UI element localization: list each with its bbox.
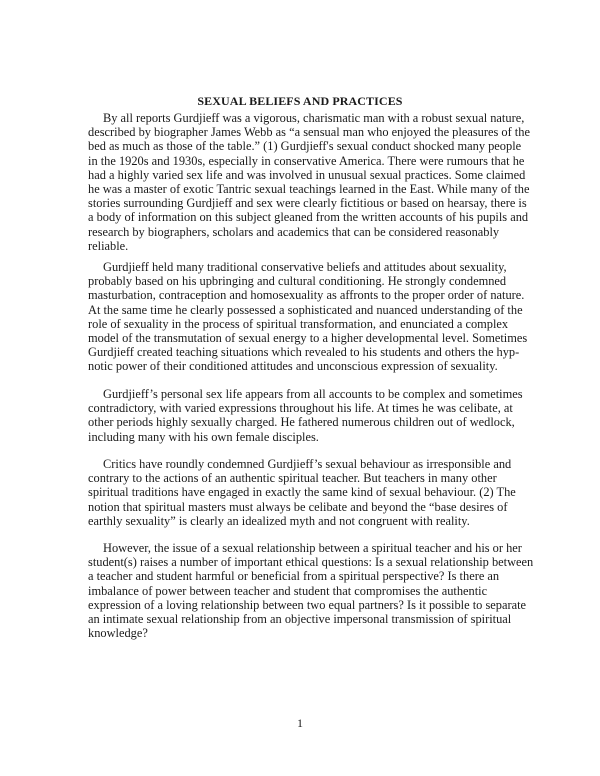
paragraph-2 [88,260,548,374]
paragraph-line: bed as much as those of the table.” (1) Gurdjieff's sexual conduct shocked many people [88,139,522,154]
paragraph-line: At the same time he clearly possessed a sophisticated and nuanced understanding of the [88,302,523,317]
paragraph-line: stories surrounding Gurdjieff and sex were clearly fictitious or based on hearsay, there is [88,196,527,211]
paragraph-5 [88,541,548,640]
paragraph-line: masturbation, contraception and homosexuality as affronts to the proper order of nature. [88,288,525,303]
paragraph-3 [88,387,548,444]
paragraph-line: knowledge? [88,626,148,641]
paragraph-line: including many with his own female disciples. [88,429,319,444]
page-number: 1 [297,716,303,730]
paragraph-line: contradictory, with varied expressions throughout his life. At times he was celibate, at [88,401,513,416]
paragraph-line: imbalance of power between teacher and student that compromises the authentic [88,583,488,598]
paragraph-line: spiritual traditions have engaged in exactly the same kind of sexual behaviour. (2) The [88,485,516,500]
paragraph-line: By all reports Gurdjieff was a vigorous, charismatic man with a robust sexual nature, [103,111,525,125]
paragraph-line: Gurdjieff created teaching situations which revealed to his students and others the hyp- [88,345,520,360]
paragraph-line: he was a master of exotic Tantric sexual teachings learned in the East. While many of the [88,182,530,197]
paragraph-line: student(s) raises a number of important ethical questions: Is a sexual relationship between [88,555,534,570]
paragraph-line: Gurdjieff held many traditional conservative beliefs and attitudes about sexuality, [103,260,507,274]
paragraph-line: notion that spiritual masters must always be celibate and beyond the “base desires of [88,499,508,514]
paragraph-line: described by biographer James Webb as “a sensual man who enjoyed the pleasures of the [88,125,530,140]
paragraph-line: had a highly varied sex life and was involved in unusual sexual practices. Some claimed [88,167,526,182]
paragraph-line: contrary to the actions of an authentic spiritual teacher. But teachers in many other [88,471,497,486]
paragraph-line: However, the issue of a sexual relationship between a spiritual teacher and his or her [103,541,522,555]
paragraph-line: notic power of their conditioned attitudes and unconscious expression of sexuality. [88,359,498,374]
paragraph-line: a teacher and student harmful or beneficial from a spiritual perspective? Is there an [88,569,500,584]
paragraph-line: expression of a loving relationship between two equal partners? Is it possible to separate [88,597,527,612]
paragraph-1 [88,111,548,253]
document-title: SEXUAL BELIEFS AND PRACTICES [197,94,403,108]
paragraph-line: Critics have roundly condemned Gurdjieff’s sexual behaviour as irresponsible and [103,457,512,471]
paragraph-line: role of sexuality in the process of spiritual transformation, and enunciated a complex [88,316,509,331]
paragraph-line: model of the transmutation of sexual energy to a higher developmental level. Sometimes [88,331,528,346]
paragraph-line: in the 1920s and 1930s, especially in conservative America. There were rumours that he [88,153,525,168]
paragraph-line: earthly sexuality” is clearly an idealized myth and not congruent with reality. [88,513,470,528]
paragraph-line: research by biographers, scholars and academics that can be considered reasonably [88,224,500,239]
paragraph-line: Gurdjieff’s personal sex life appears from all accounts to be complex and sometimes [103,387,523,401]
paragraph-line: other periods highly sexually charged. He fathered numerous children out of wedlock, [88,415,515,430]
paragraph-4 [88,457,548,528]
paragraph-line: a body of information on this subject gleaned from the written accounts of his pupils and [88,210,529,225]
paragraph-line: an intimate sexual relationship from an objective impersonal transmission of spiritual [88,612,512,627]
paragraph-line: reliable. [88,238,129,253]
paragraph-line: probably based on his upbringing and cultural conditioning. He strongly condemned [88,274,507,289]
